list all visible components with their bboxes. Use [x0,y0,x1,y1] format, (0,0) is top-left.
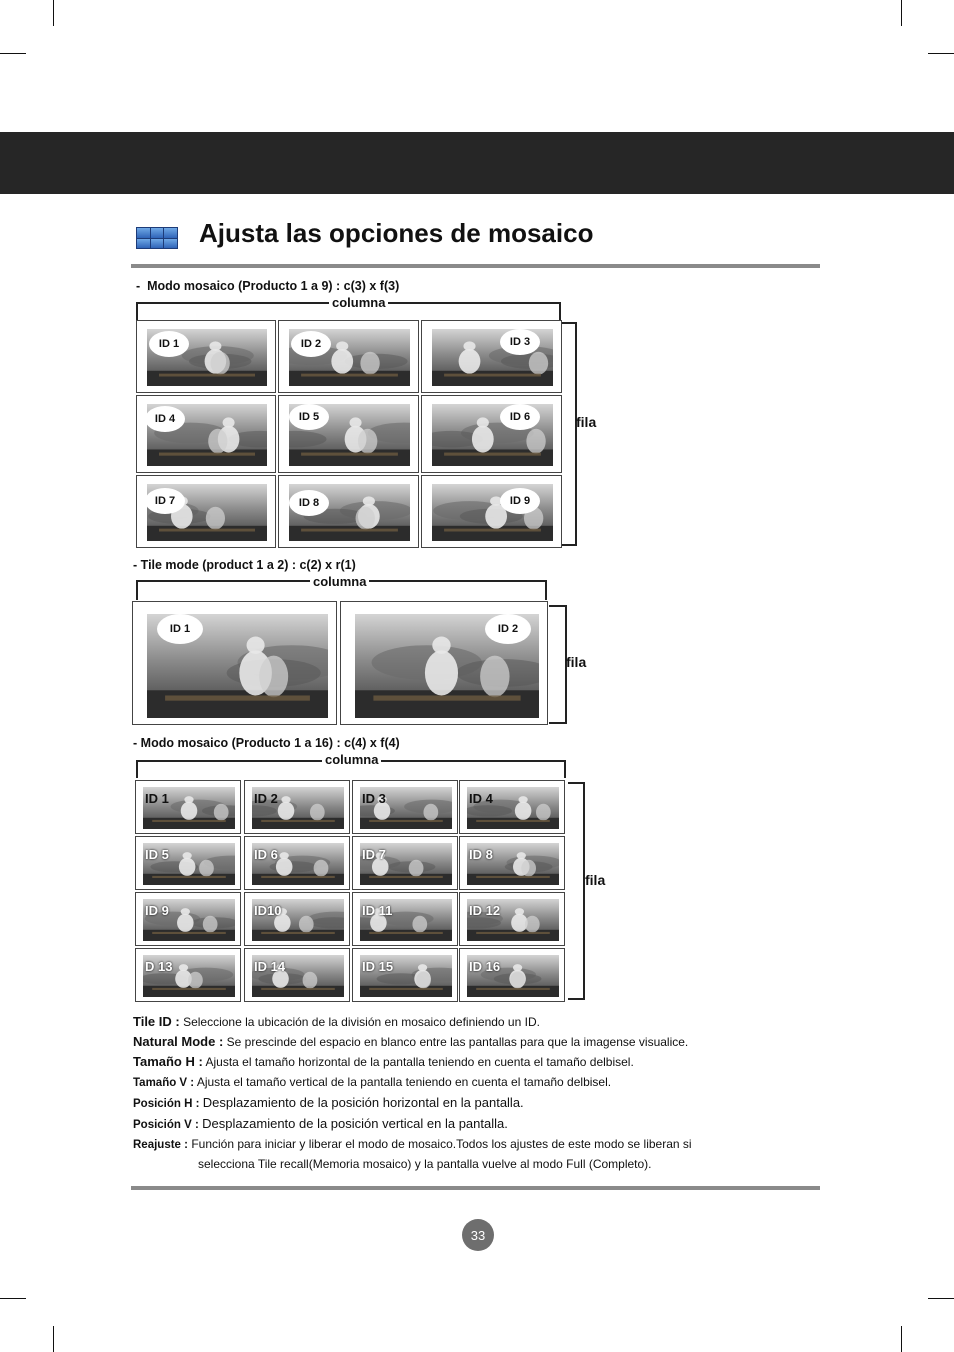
tile-cell [136,475,276,548]
tile-id-label: ID 6 [254,847,278,862]
tile-cell [459,780,565,834]
crop-mark [0,1298,26,1299]
title-rule [131,264,820,268]
tile-mode-icon [136,227,178,249]
tile-id-label: ID 1 [145,791,169,806]
header-bar [0,132,954,194]
desc-reajuste-cont: selecciona Tile recall(Memoria mosaico) y la pantalla vuelve al modo Full (Completo). [198,1157,652,1171]
crop-mark [928,1298,954,1299]
tile-id-label: ID 8 [469,847,493,862]
column-label: columna [329,295,388,310]
desc-posicion-v: Posición V : Desplazamiento de la posición vertical en la pantalla. [133,1116,508,1131]
tile-cell [421,320,562,393]
desc-reajuste: Reajuste : Función para iniciar y liberar el modo de mosaico.Todos los ajustes de este modo se liberan si [133,1137,692,1151]
section-label: - Tile mode (product 1 a 2) : c(2) x r(1) [133,558,356,572]
tile-id-badge: ID 2 [485,614,531,644]
tile-id-label: ID 14 [254,959,286,974]
crop-mark [901,1326,902,1352]
tile-cell [352,780,458,834]
crop-mark [53,0,54,26]
crop-mark [928,53,954,54]
row-label: fila [566,654,587,670]
tile-id-badge: ID 8 [289,490,329,516]
tile-cell [135,948,241,1002]
tile-cell [278,395,419,473]
tile-cell [135,780,241,834]
tile-cell [132,601,337,725]
crop-mark [901,0,902,26]
tile-cell [352,892,458,946]
desc-tamano-v: Tamaño V : Ajusta el tamaño vertical de la pantalla teniendo en cuenta el tamaño delbisel. [133,1075,612,1089]
desc-natural-mode: Natural Mode : Se prescinde del espacio en blanco entre las pantallas para que la imagense visualice. [133,1034,689,1049]
tile-cell [278,320,419,393]
tile-cell [421,475,562,548]
desc-tile-id: Tile ID : Seleccione la ubicación de la división en mosaico definiendo un ID. [133,1014,540,1029]
tile-id-label: ID 11 [362,903,393,918]
tile-cell [352,836,458,890]
section-label: - Modo mosaico (Producto 1 a 16) : c(4) x f(4) [133,736,400,750]
page-number: 33 [462,1219,494,1251]
desc-tamano-h: Tamaño H : Ajusta el tamaño horizontal de la pantalla teniendo en cuenta el tamaño delbisel. [133,1054,634,1069]
tile-cell [135,836,241,890]
tile-cell [459,892,565,946]
crop-mark [0,53,26,54]
tile-id-label: ID 9 [145,903,169,918]
desc-posicion-h: Posición H : Desplazamiento de la posición horizontal en la pantalla. [133,1095,524,1110]
row-label: fila [576,414,597,430]
tile-cell [136,320,276,393]
tile-id-badge: ID 6 [500,404,540,430]
tile-id-badge: ID 5 [289,404,329,430]
footer-rule [131,1186,820,1190]
tile-id-label: ID 3 [362,791,386,806]
tile-cell [244,836,350,890]
tile-id-label: ID 15 [362,959,394,974]
row-label: fila [585,872,606,888]
tile-id-badge: ID 9 [500,488,540,514]
tile-id-badge: ID 7 [145,488,185,514]
tile-id-label: ID 2 [254,791,278,806]
tile-cell [421,395,562,473]
tile-id-label: ID 5 [145,847,169,862]
tile-id-badge: ID 3 [500,329,540,355]
page-title: Ajusta las opciones de mosaico [199,218,594,248]
tile-cell [136,395,276,473]
tile-id-badge: ID 1 [157,614,203,644]
tile-id-badge: ID 1 [149,331,189,357]
tile-cell [278,475,419,548]
tile-id-badge: ID 4 [145,406,185,432]
row-bracket [562,322,577,546]
row-bracket [568,782,585,1000]
column-label: columna [310,574,369,589]
tile-id-badge: ID 2 [291,331,331,357]
crop-mark [53,1326,54,1352]
tile-cell [244,948,350,1002]
tile-id-label: ID10 [254,903,282,918]
tile-cell [352,948,458,1002]
tile-cell [459,836,565,890]
tile-id-label: D 13 [145,959,173,974]
tile-id-label: ID 16 [469,959,501,974]
tile-cell [244,780,350,834]
tile-cell [244,892,350,946]
tile-id-label: ID 4 [469,791,493,806]
column-label: columna [322,752,381,767]
tile-cell [135,892,241,946]
tile-cell [459,948,565,1002]
tile-id-label: ID 12 [469,903,501,918]
tile-id-label: ID 7 [362,847,386,862]
row-bracket [549,605,567,724]
section-label: - Modo mosaico (Producto 1 a 9) : c(3) x f(3) [136,279,400,293]
tile-cell [340,601,548,725]
